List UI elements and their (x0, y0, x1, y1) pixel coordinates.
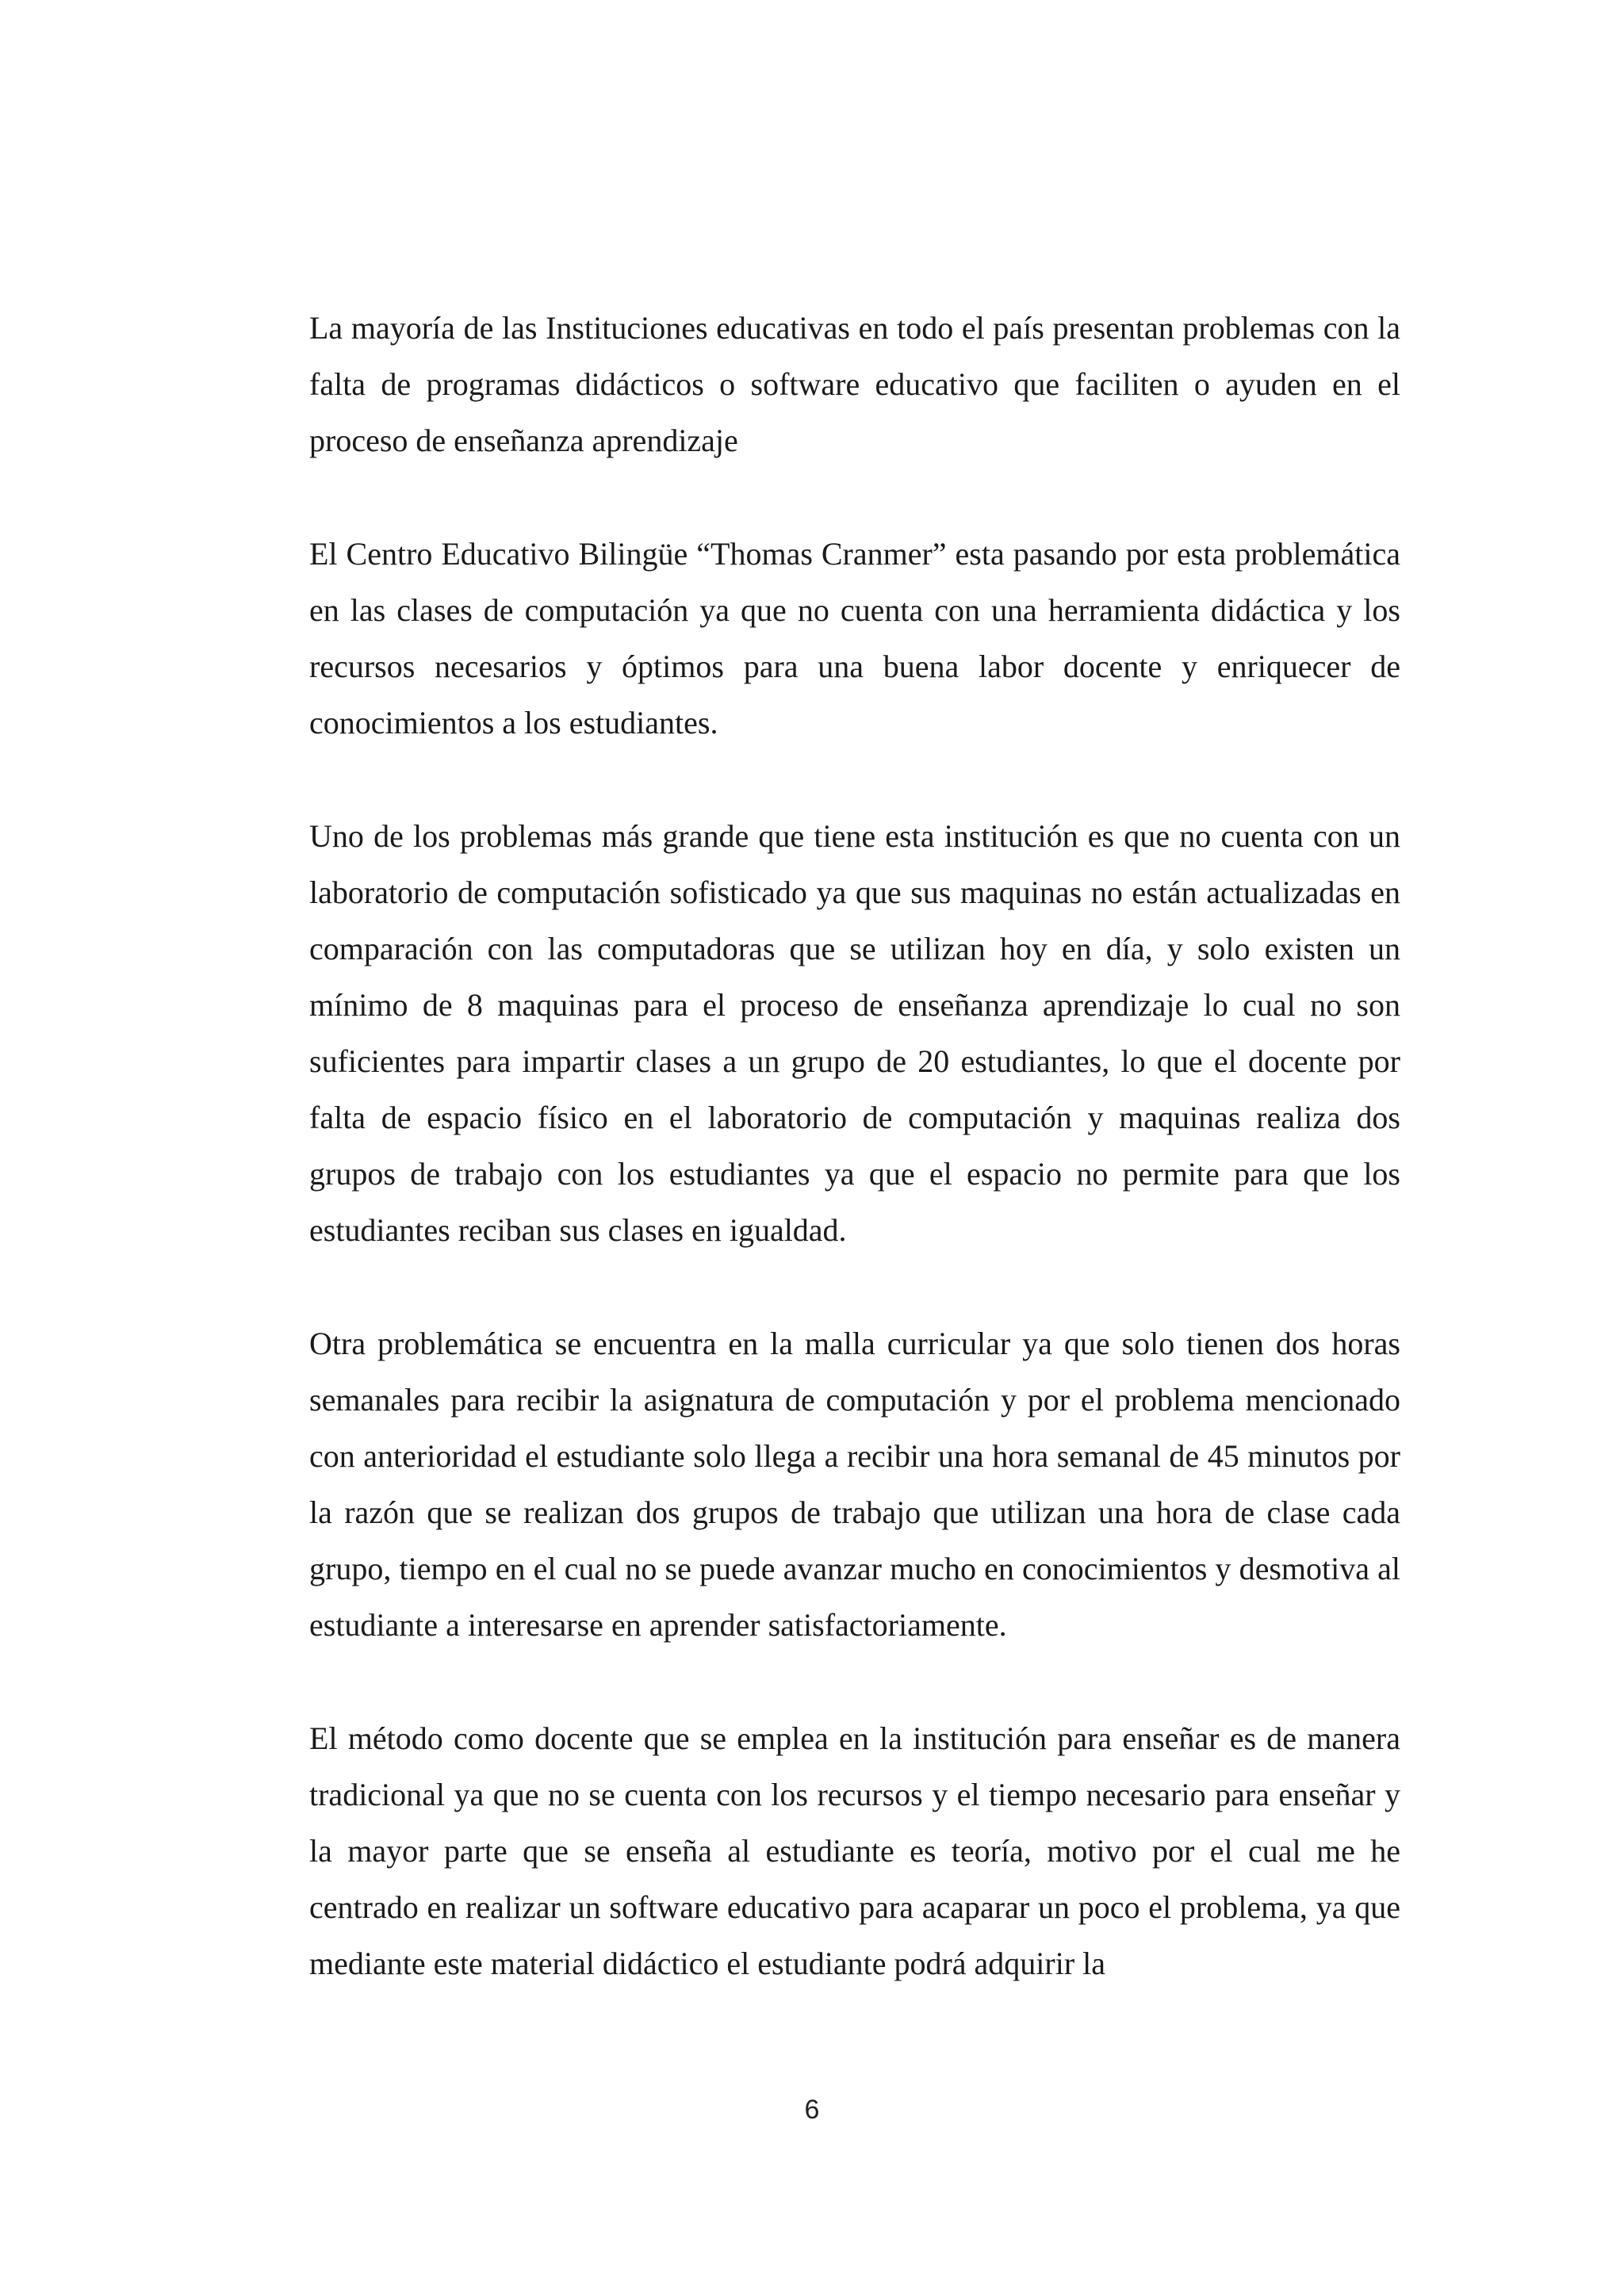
page-number: 6 (804, 2095, 820, 2125)
paragraph-4: Otra problemática se encuentra en la malla curricular ya que solo tienen dos horas semanales para recibir la asignatura de computación y por el problema mencionado con anterioridad el estudiante solo llega a recibir una hora semanal de 45 minutos por la razón que se realizan dos grupos de trabajo que utilizan una hora de clase cada grupo, tiempo en el cual no se puede avanzar mucho en conocimientos y desmotiva al estudiante a interesarse en aprender satisfactoriamente. (309, 1326, 1400, 1643)
paragraph-3: Uno de los problemas más grande que tiene esta institución es que no cuenta con un laboratorio de computación sofisticado ya que sus maquinas no están actualizadas en comparación con las computadoras que se utilizan hoy en día, y solo existen un mínimo de 8 maquinas para el proceso de enseñanza aprendizaje lo cual no son suficientes para impartir clases a un grupo de 20 estudiantes, lo que el docente por falta de espacio físico en el laboratorio de computación y maquinas realiza dos grupos de trabajo con los estudiantes ya que el espacio no permite para que los estudiantes reciban sus clases en igualdad. (309, 818, 1400, 1248)
paragraph-2: El Centro Educativo Bilingüe “Thomas Cranmer” esta pasando por esta problemática en las clases de computación ya que no cuenta con una herramienta didáctica y los recursos necesarios y óptimos para una buena labor docente y enriquecer de conocimientos a los estudiantes. (309, 536, 1400, 740)
paragraph-5: El método como docente que se emplea en la institución para enseñar es de manera tradicional ya que no se cuenta con los recursos y el tiempo necesario para enseñar y la mayor parte que se enseña al estudiante es teoría, motivo por el cual me he centrado en realizar un software educativo para acaparar un poco el problema, ya que mediante este material didáctico el estudiante podrá adquirir la (309, 1720, 1400, 1981)
paragraph-1: La mayoría de las Instituciones educativas en todo el país presentan problemas con la falta de programas didácticos o software educativo que faciliten o ayuden en el proceso de enseñanza aprendizaje (309, 310, 1400, 458)
document-body (309, 300, 1400, 1992)
